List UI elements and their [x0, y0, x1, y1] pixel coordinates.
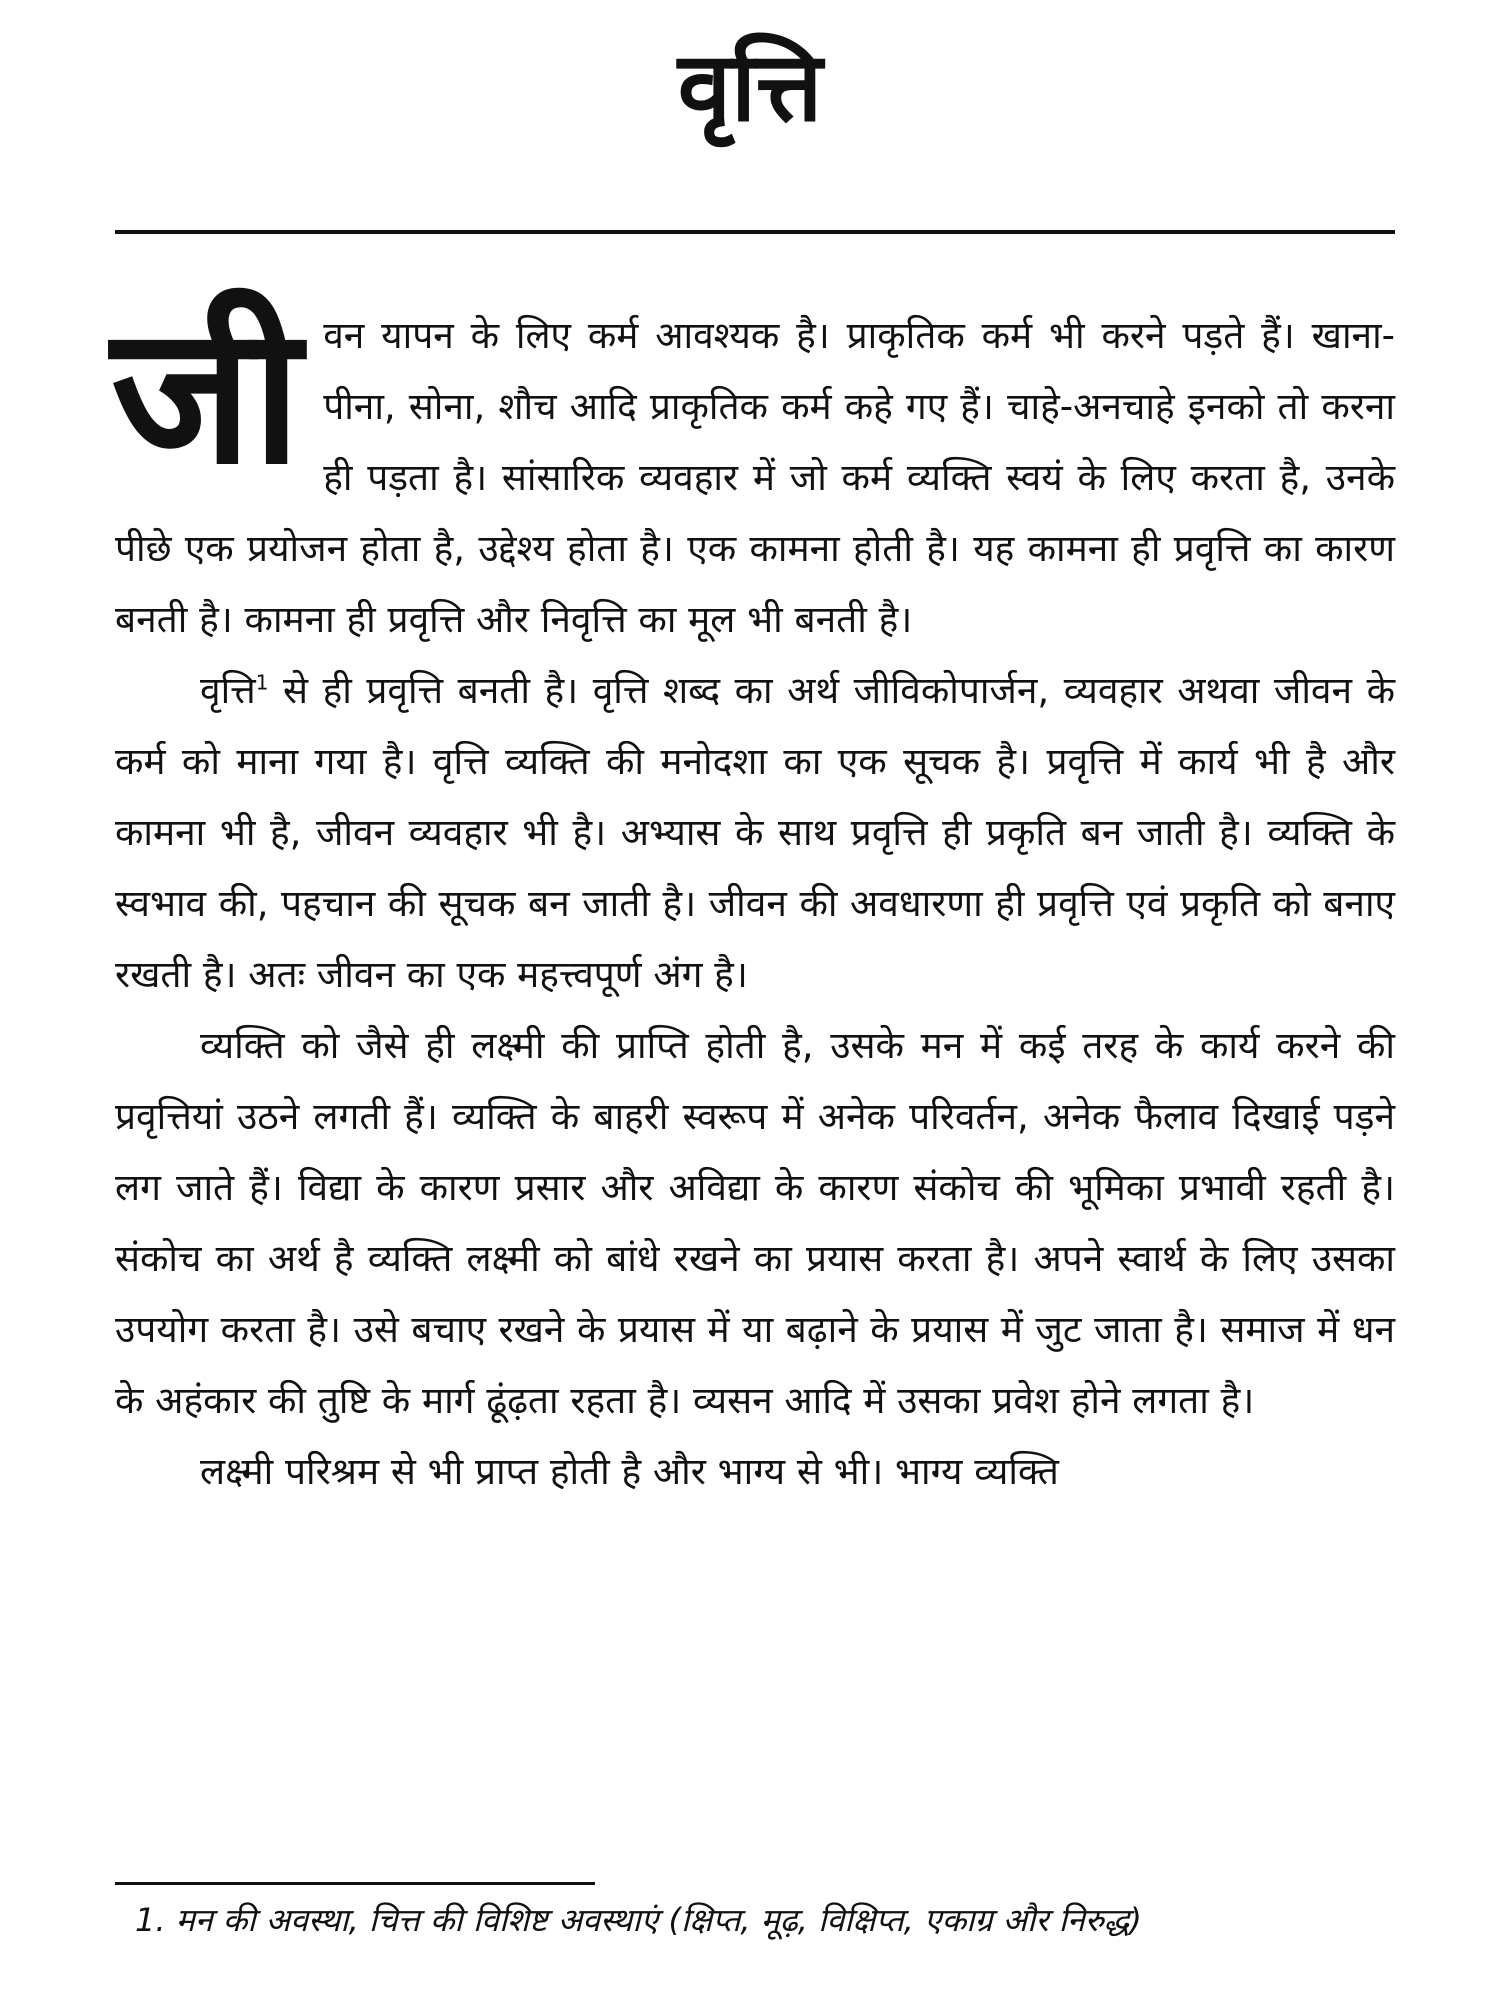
body-text [111, 285, 1395, 1507]
paragraph-1-text: वन यापन के लिए कर्म आवश्यक है। प्राकृतिक कर्म भी करने पड़ते हैं। खाना-पीना, सोना, शौच आदि प्राकृतिक कर्म कहे गए हैं। चाहे-अनचाहे इनको तो करना ही पड़ता है। सांसारिक व्यवहार में जो कर्म व्यक्ति स्वयं के लिए करता है, उनके पीछे एक प्रयोजन होता है, उद्देश्य होता है। एक कामना होती है। यह कामना ही प्रवृत्ति का कारण बनती है। कामना ही प्रवृत्ति और निवृत्ति का मूल भी बनती है। [115, 314, 1395, 641]
paragraph-4-text: लक्ष्मी परिश्रम से भी प्राप्त होती है और भाग्य से भी। भाग्य व्यक्ति [200, 1450, 1059, 1493]
paragraph-1 [111, 285, 1395, 655]
paragraph-3 [115, 1010, 1395, 1436]
paragraph-3-text: व्यक्ति को जैसे ही लक्ष्मी की प्राप्ति होती है, उसके मन में कई तरह के कार्य करने की प्रवृत्तियां उठने लगती हैं। व्यक्ति के बाहरी स्वरूप में अनेक परिवर्तन, अनेक फैलाव दिखाई पड़ने लग जाते हैं। विद्या के कारण प्रसार और अविद्या के कारण संकोच की भूमिका प्रभावी रहती है। संकोच का अर्थ है व्यक्ति लक्ष्मी को बांधे रखने का प्रयास करता है। अपने स्वार्थ के लिए उसका उपयोग करता है। उसे बचाए रखने के प्रयास में या बढ़ाने के प्रयास में जुट जाता है। समाज में धन के अहंकार की तुष्टि के मार्ग ढूंढ़ता रहता है। व्यसन आदि में उसका प्रवेश होने लगता है। [115, 1024, 1395, 1422]
paragraph-2 [115, 655, 1395, 1010]
footnote-marker: 1 [255, 670, 269, 695]
chapter-title: वृत्ति [677, 31, 823, 143]
paragraph-2-lead-word: वृत्ति [200, 669, 256, 712]
footnote-divider [115, 1882, 595, 1885]
paragraph-2-text: से ही प्रवृत्ति बनती है। वृत्ति शब्द का अर्थ जीविकोपार्जन, व्यवहार अथवा जीवन के कर्म को माना गया है। वृत्ति व्यक्ति की मनोदशा का एक सूचक है। प्रवृत्ति में कार्य भी है और कामना भी है, जीवन व्यवहार भी है। अभ्यास के साथ प्रवृत्ति ही प्रकृति बन जाती है। व्यक्ति के स्वभाव की, पहचान की सूचक बन जाती है। जीवन की अवधारणा ही प्रवृत्ति एवं प्रकृति को बनाए रखती है। अतः जीवन का एक महत्त्वपूर्ण अंग है। [115, 669, 1395, 996]
paragraph-4 [115, 1436, 1395, 1507]
title-divider [115, 230, 1395, 234]
drop-cap: जी [111, 285, 302, 506]
footnote: 1. मन की अवस्था, चित्त की विशिष्ट अवस्थाएं (क्षिप्त, मूढ़, विक्षिप्त, एकाग्र और निरुद्ध) [135, 1901, 1142, 1939]
